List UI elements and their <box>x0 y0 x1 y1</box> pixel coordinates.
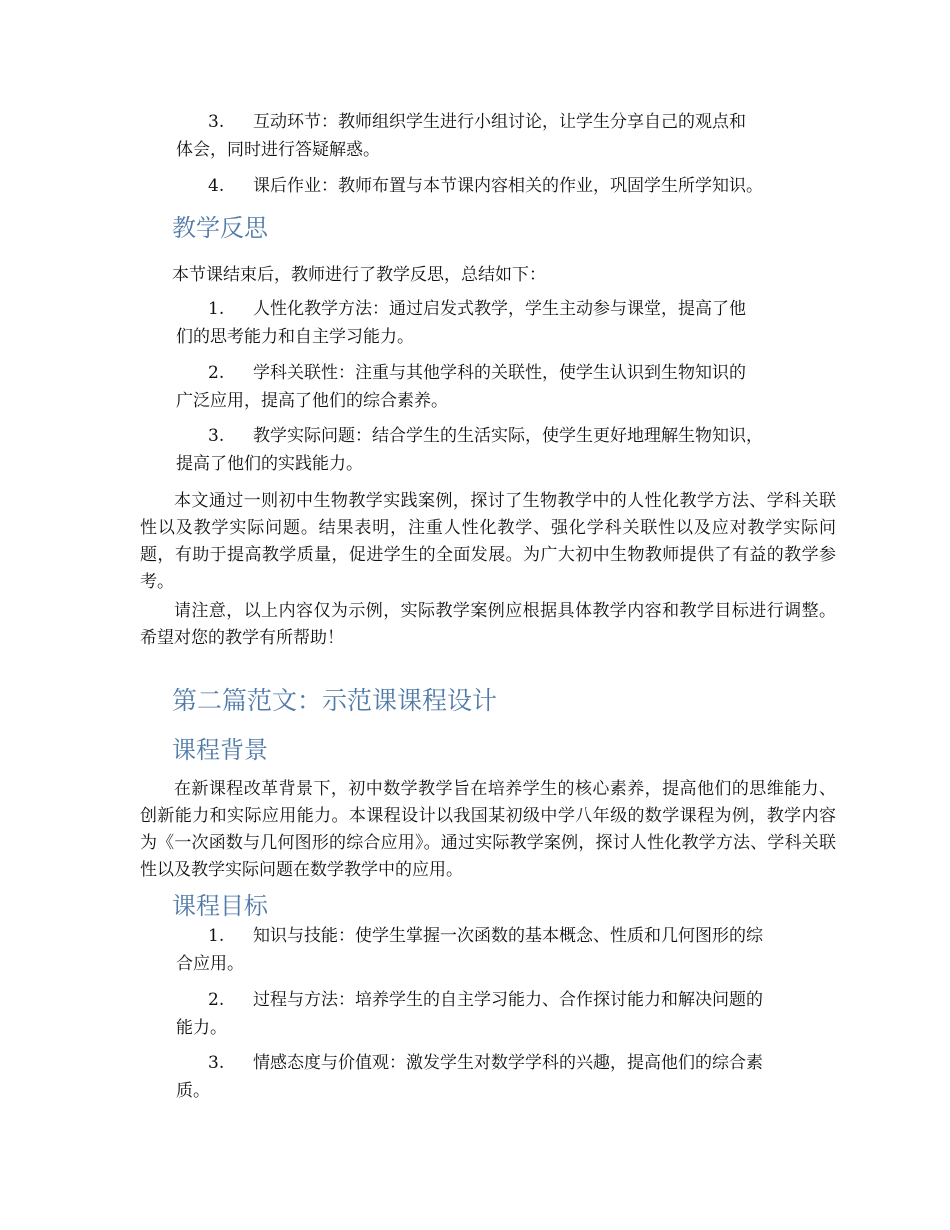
summary-paragraph: 本文通过一则初中生物教学实践案例，探讨了生物教学中的人性化教学方法、学科关联性以及教学实际问题。结果表明，注重人性化教学、强化学科关联性以及应对教学实际问题，有助于提高教学质量，促进学生的全面发展。为广大初中生物教师提供了有益的教学参考。 <box>140 491 836 592</box>
list-text-line2: 体会，同时进行答疑解惑。 <box>176 140 380 160</box>
note-paragraph: 请注意，以上内容仅为示例，实际教学案例应根据具体教学内容和教学目标进行调整。希望对您的教学有所帮助！ <box>140 601 836 648</box>
list-text-line1: 人性化教学方法：通过启发式教学，学生主动参与课堂，提高了他 <box>253 299 746 319</box>
list-text-line2: 能力。 <box>176 1018 227 1038</box>
list-text-line1: 课后作业：教师布置与本节课内容相关的作业，巩固学生所学知识。 <box>253 176 763 196</box>
list-text-line1: 互动环节：教师组织学生进行小组讨论，让学生分享自己的观点和 <box>253 112 746 132</box>
list-number: 4. <box>208 176 225 196</box>
list-text-line2: 合应用。 <box>176 954 244 974</box>
list-text-line2: 提高了他们的实践能力。 <box>176 454 363 474</box>
list-text-line1: 情感态度与价值观：激发学生对数学学科的兴趣，提高他们的综合素 <box>253 1053 763 1073</box>
list-number: 3. <box>208 112 225 132</box>
background-paragraph: 在新课程改革背景下，初中数学教学旨在培养学生的核心素养，提高他们的思维能力、创新能力和实际应用能力。本课程设计以我国某初级中学八年级的数学课程为例，教学内容为《一次函数与几何图形的综合应用》。通过实际教学案例，探讨人性化教学方法、学科关联性以及教学实际问题在数学教学中的应用。 <box>140 779 836 880</box>
list-text-line1: 知识与技能：使学生掌握一次函数的基本概念、性质和几何图形的综 <box>253 926 763 946</box>
list-number: 2. <box>208 990 225 1010</box>
list-text-line2: 质。 <box>176 1081 210 1101</box>
section-heading-goals: 课程目标 <box>172 892 268 920</box>
article-title: 第二篇范文：示范课课程设计 <box>172 686 498 715</box>
list-number: 3. <box>208 426 225 446</box>
list-number: 1. <box>208 299 225 319</box>
list-text-line1: 学科关联性：注重与其他学科的关联性，使学生认识到生物知识的 <box>253 363 746 383</box>
list-number: 3. <box>208 1053 225 1073</box>
section-heading-background: 课程背景 <box>172 736 268 764</box>
section-heading-reflection: 教学反思 <box>172 214 268 242</box>
list-text-line2: 广泛应用，提高了他们的综合素养。 <box>176 391 448 411</box>
reflection-intro: 本节课结束后，教师进行了教学反思，总结如下： <box>172 265 546 285</box>
list-text-line1: 教学实际问题：结合学生的生活实际，使学生更好地理解生物知识， <box>253 426 763 446</box>
list-text-line1: 过程与方法：培养学生的自主学习能力、合作探讨能力和解决问题的 <box>253 990 763 1010</box>
list-text-line2: 们的思考能力和自主学习能力。 <box>176 327 414 347</box>
list-number: 2. <box>208 363 225 383</box>
list-number: 1. <box>208 926 225 946</box>
